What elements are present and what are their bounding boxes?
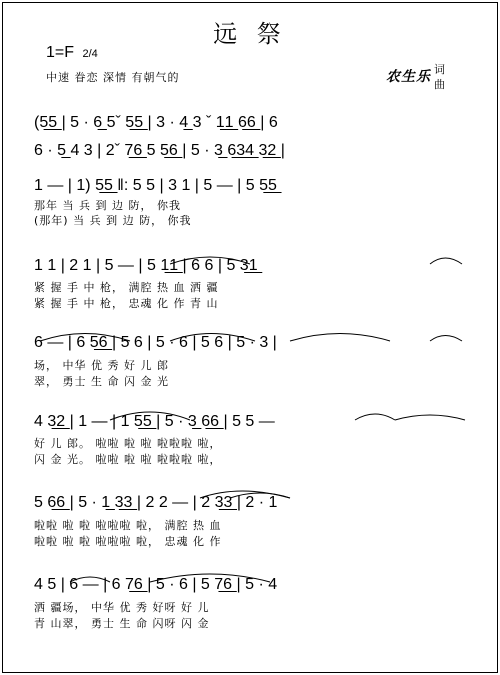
lyrics-line-8b: 青 山翠， 勇士 生 命 闪呀 闪 金 — [34, 617, 210, 630]
key-signature — [46, 44, 98, 62]
lyrics-line-7a: 啦啦 啦 啦 啦啦啦 啦， 满腔 热 血 — [34, 519, 222, 532]
score-line-4: 1 1 | 2 1 | 5 — | 5 1̲1̲ | 6 6 | 5 3̲1̲ — [34, 257, 258, 274]
score-line-7: 5 6̲6̲ | 5 · 1̲ 3̲3̲ | 2 2 — | 2 3̲3̲ | 2 · 1 — [34, 494, 278, 511]
song-title: 远 祭 — [213, 20, 287, 48]
tempo-marking: 中速 眷恋 深情 有朝气的 — [46, 71, 180, 84]
score-line-5: 6 — | 6 5̲6̲ | 5 6 | 5 · 6 | 5 6 | 5 · 3 | — [34, 334, 277, 351]
score-line-1: (5̲5̲ | 5 · 6̲ 5ˇ 5̲5̲ | 3 · 4̲ 3 ˇ 1̲1̲ 6̲6̲ | 6 — [34, 114, 278, 131]
author-name: 农生乐 — [386, 69, 431, 85]
lyrics-line-4a: 紧 握 手 中 枪， 满腔 热 血 洒 疆 — [34, 281, 219, 294]
lyrics-line-5b: 翠， 勇士 生 命 闪 金 光 — [34, 375, 169, 388]
lyrics-line-8a: 洒 疆场， 中华 优 秀 好呀 好 儿 — [34, 601, 210, 614]
score-line-6: 4 3̲2̲ | 1 — | 1 5̲5̲ | 5 · 3̲ 6̲6̲ | 5 5 — — [34, 413, 275, 430]
lyrics-line-6a: 好 儿 郎。 啦啦 啦 啦 啦啦啦 啦， — [34, 437, 222, 450]
score-line-2: 6 · 5̲ 4 3 | 2ˇ 7̲6̲ 5 5̲6̲ | 5 · 3̲ 6̲3̲4̲ 3̲2̲ | — [34, 142, 285, 159]
key-label: 1=F — [46, 44, 75, 61]
score-line-8: 4 5 | 6 — | 6 7̲6̲ | 5 · 6 | 5 7̲6̲ | 5 · 4 — [34, 576, 278, 593]
credit-lyrics: 词 — [434, 63, 445, 76]
lyrics-line-5a: 场， 中华 优 秀 好 儿 郎 — [34, 359, 169, 372]
time-signature: 2/4 — [82, 48, 98, 60]
lyrics-line-7b: 啦啦 啦 啦 啦啦啦 啦， 忠魂 化 作 — [34, 535, 222, 548]
credit-music: 曲 — [434, 78, 445, 91]
lyrics-line-4b: 紧 握 手 中 枪， 忠魂 化 作 青 山 — [34, 297, 219, 310]
score-line-3: 1 — | 1) 5̲5̲ ‖: 5 5 | 3 1 | 5 — | 5 5̲5̲ — [34, 177, 277, 194]
lyrics-line-3a: 那年 当 兵 到 边 防， 你我 — [34, 199, 181, 212]
lyrics-line-6b: 闪 金 光。 啦啦 啦 啦 啦啦啦 啦， — [34, 453, 222, 466]
lyrics-line-3b: (那年) 当 兵 到 边 防， 你我 — [34, 214, 192, 227]
